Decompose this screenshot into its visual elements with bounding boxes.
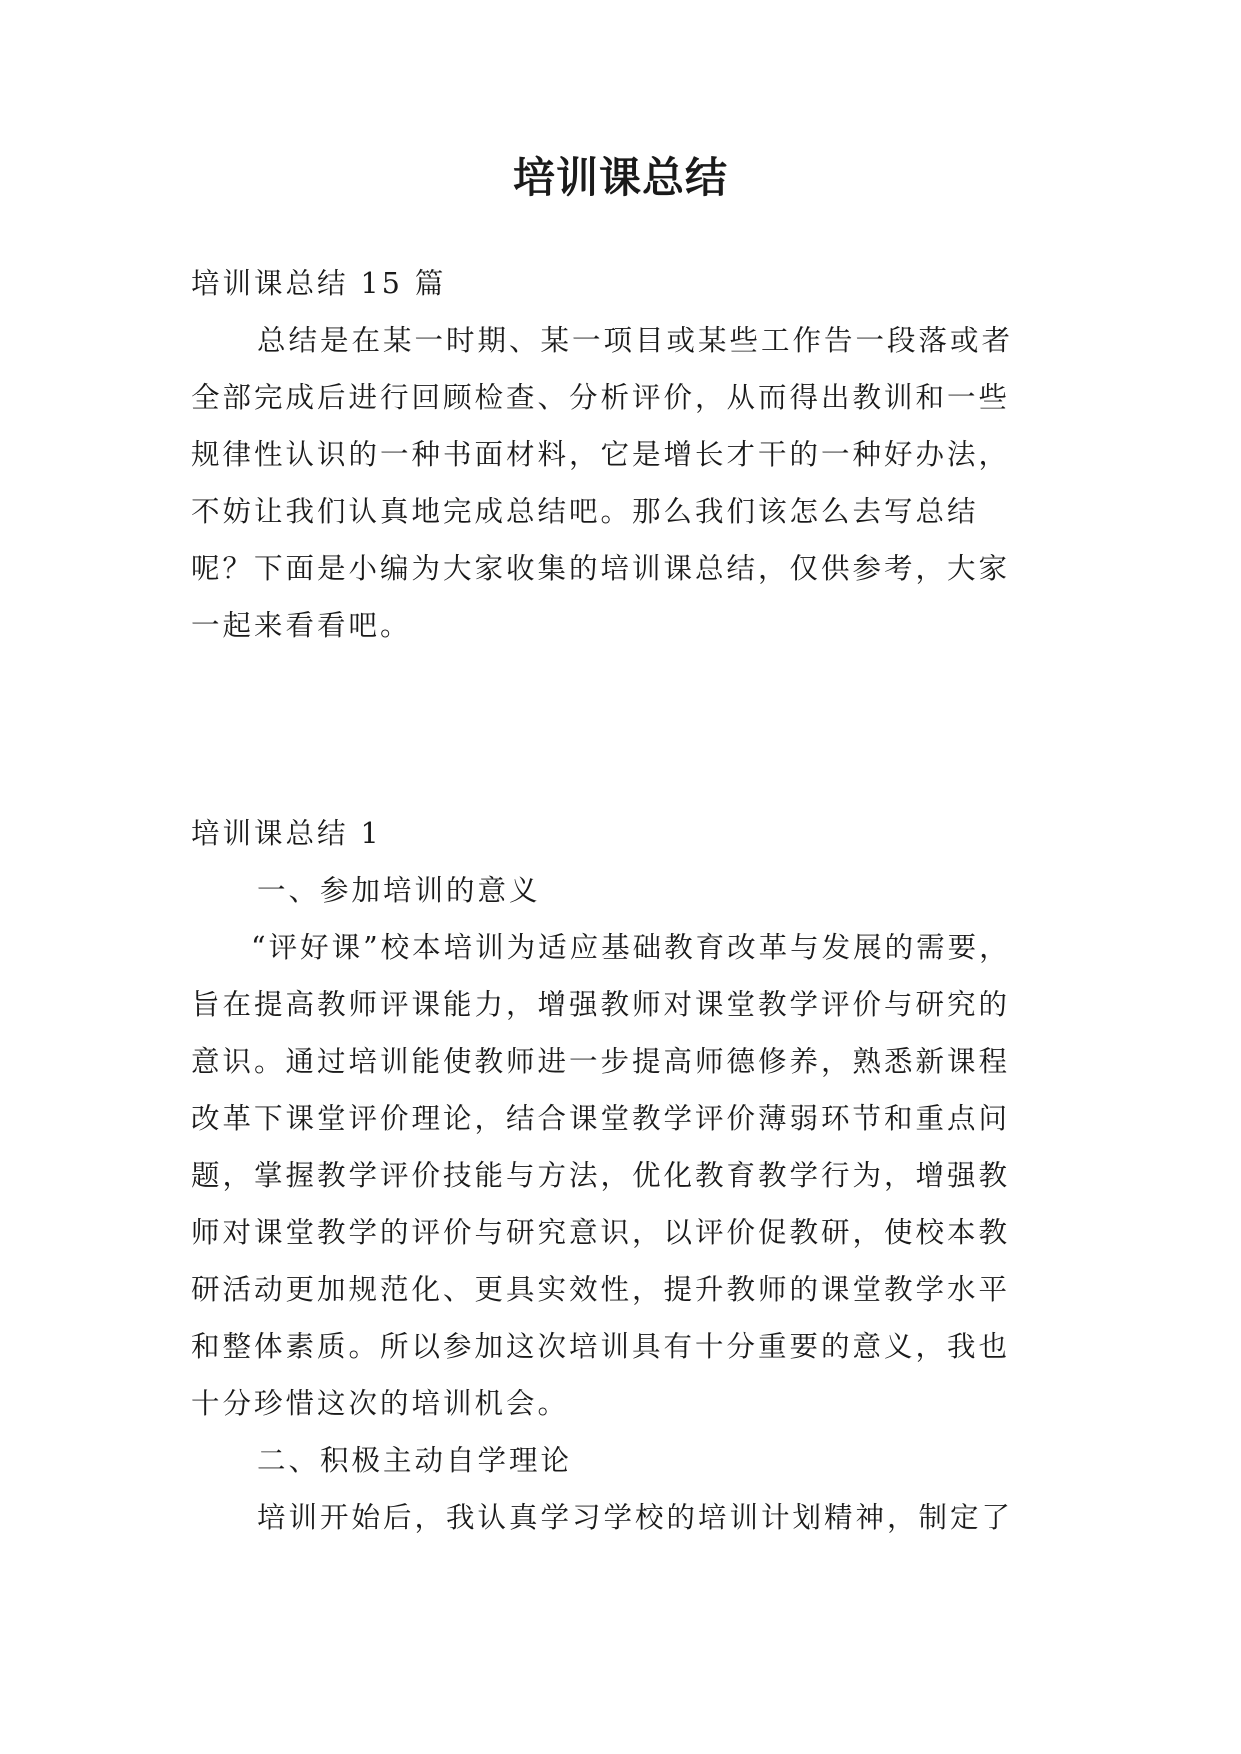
paragraph-line: “评好课”校本培训为适应基础教育改革与发展的需要，	[251, 931, 1011, 964]
intro-subtitle: 培训课总结 15 篇	[191, 267, 447, 300]
section-1-block	[191, 805, 1061, 1546]
paragraph-line: 和整体素质。所以参加这次培训具有十分重要的意义，我也	[191, 1330, 1011, 1363]
paragraph-line: 旨在提高教师评课能力，增强教师对课堂教学评价与研究的	[191, 988, 1011, 1021]
intro-block	[191, 255, 1061, 654]
intro-line: 全部完成后进行回顾检查、分析评价，从而得出教训和一些	[191, 381, 1011, 414]
intro-line: 总结是在某一时期、某一项目或某些工作告一段落或者	[257, 324, 1014, 357]
intro-line: 一起来看看吧。	[191, 609, 412, 642]
intro-line: 规律性认识的一种书面材料，它是增长才干的一种好办法，	[191, 438, 1011, 471]
paragraph-line: 十分珍惜这次的培训机会。	[191, 1387, 570, 1420]
point-1-heading: 一、参加培训的意义	[257, 874, 541, 907]
section-heading: 培训课总结 1	[191, 817, 382, 850]
intro-line: 不妨让我们认真地完成总结吧。那么我们该怎么去写总结	[191, 495, 979, 528]
paragraph-line: 意识。通过培训能使教师进一步提高师德修养，熟悉新课程	[191, 1045, 1011, 1078]
point-2-heading: 二、积极主动自学理论	[257, 1444, 573, 1477]
paragraph-line: 题，掌握教学评价技能与方法，优化教育教学行为，增强教	[191, 1159, 1011, 1192]
paragraph-line: 培训开始后，我认真学习学校的培训计划精神，制定了	[257, 1501, 1014, 1534]
paragraph-line: 改革下课堂评价理论，结合课堂教学评价薄弱环节和重点问	[191, 1102, 1011, 1135]
document-title: 培训课总结	[512, 153, 728, 202]
paragraph-line: 师对课堂教学的评价与研究意识，以评价促教研，使校本教	[191, 1216, 1011, 1249]
intro-line: 呢？下面是小编为大家收集的培训课总结，仅供参考，大家	[191, 552, 1011, 585]
paragraph-line: 研活动更加规范化、更具实效性，提升教师的课堂教学水平	[191, 1273, 1011, 1306]
